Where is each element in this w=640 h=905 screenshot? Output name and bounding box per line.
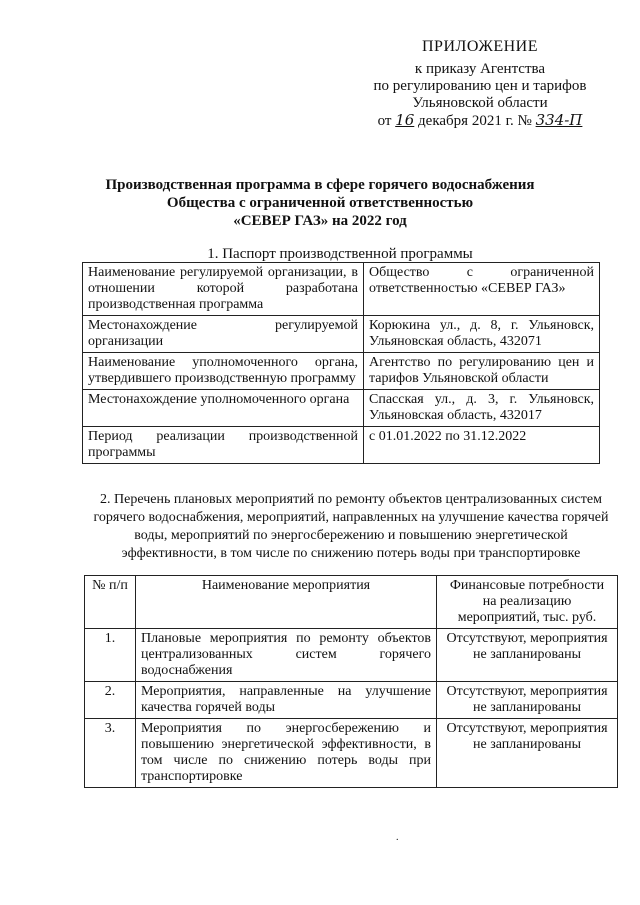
table-header-row (85, 576, 618, 629)
table-row (83, 353, 600, 390)
measure-finance: Отсутствуют, мероприятия не запланированы (437, 629, 618, 682)
measure-name: Мероприятия по энергосбережению и повышению энергетической эффективности, в том числе по снижению потерь воды при транспортировке (136, 719, 437, 788)
measure-finance: Отсутствуют, мероприятия не запланированы (437, 719, 618, 788)
table-row (83, 316, 600, 353)
table-row (85, 629, 618, 682)
appendix-date-line (340, 112, 620, 130)
table-row (85, 719, 618, 788)
column-header-name: Наименование мероприятия (136, 576, 437, 629)
title-line-2: Общества с ограниченной ответственностью (166, 195, 474, 211)
passport-label: Местонахождение уполномоченного органа (83, 390, 364, 427)
measure-finance: Отсутствуют, мероприятия не запланированы (437, 682, 618, 719)
measure-number: 1. (85, 629, 136, 682)
appendix-line-2: по регулированию цен и тарифов (373, 78, 587, 94)
measure-name: Плановые мероприятия по ремонту объектов централизованных систем горячего водоснабжения (136, 629, 437, 682)
measure-number: 3. (85, 719, 136, 788)
table-row (83, 263, 600, 316)
measures-table (84, 575, 618, 788)
passport-value: Корюкина ул., д. 8, г. Ульяновск, Ульяновская область, 432071 (364, 316, 600, 353)
passport-table (82, 262, 600, 464)
passport-value: Спасская ул., д. 3, г. Ульяновск, Ульяновская область, 432017 (364, 390, 600, 427)
passport-label: Наименование уполномоченного органа, утвердившего производственную программу (83, 353, 364, 390)
column-header-number: № п/п (85, 576, 136, 629)
measure-number: 2. (85, 682, 136, 719)
passport-value: с 01.01.2022 по 31.12.2022 (364, 427, 600, 464)
passport-label: Наименование регулируемой организации, в отношении которой разработана производственная программа (83, 263, 364, 316)
date-rest: декабря 2021 г. № (418, 113, 532, 129)
passport-value: Общество с ограниченной ответственностью «СЕВЕР ГАЗ» (364, 263, 600, 316)
column-header-finance: Финансовые потребности на реализацию мероприятий, тыс. руб. (437, 576, 618, 629)
handwritten-day: 16 (395, 111, 415, 129)
table-row (85, 682, 618, 719)
title-line-1: Производственная программа в сфере горячего водоснабжения (105, 177, 535, 193)
passport-label: Период реализации производственной программы (83, 427, 364, 464)
passport-label: Местонахождение регулируемой организации (83, 316, 364, 353)
appendix-block (340, 38, 620, 130)
appendix-heading: ПРИЛОЖЕНИЕ (421, 38, 538, 55)
appendix-line-3: Ульяновской области (412, 95, 548, 111)
measure-name: Мероприятия, направленные на улучшение качества горячей воды (136, 682, 437, 719)
handwritten-order-number: 334-П (535, 111, 583, 129)
appendix-line-1: к приказу Агентства (414, 61, 546, 77)
title-line-3: «СЕВЕР ГАЗ» на 2022 год (233, 213, 407, 229)
table-row (83, 427, 600, 464)
table-row (83, 390, 600, 427)
document-title (60, 176, 580, 230)
section-2-heading: 2. Перечень плановых мероприятий по ремонту объектов централизованных систем горячего водоснабжения, мероприятий, направленных на улучшение качества горячей воды, мероприятий по энергосбережению и повышению энергетической эффективности, в том числе по снижению потерь воды при транспортировке (93, 492, 609, 561)
section-1-heading: 1. Паспорт производственной программы (207, 246, 473, 262)
footer-mark: . (396, 832, 399, 843)
passport-value: Агентство по регулированию цен и тарифов Ульяновской области (364, 353, 600, 390)
date-prefix: от (377, 113, 392, 129)
